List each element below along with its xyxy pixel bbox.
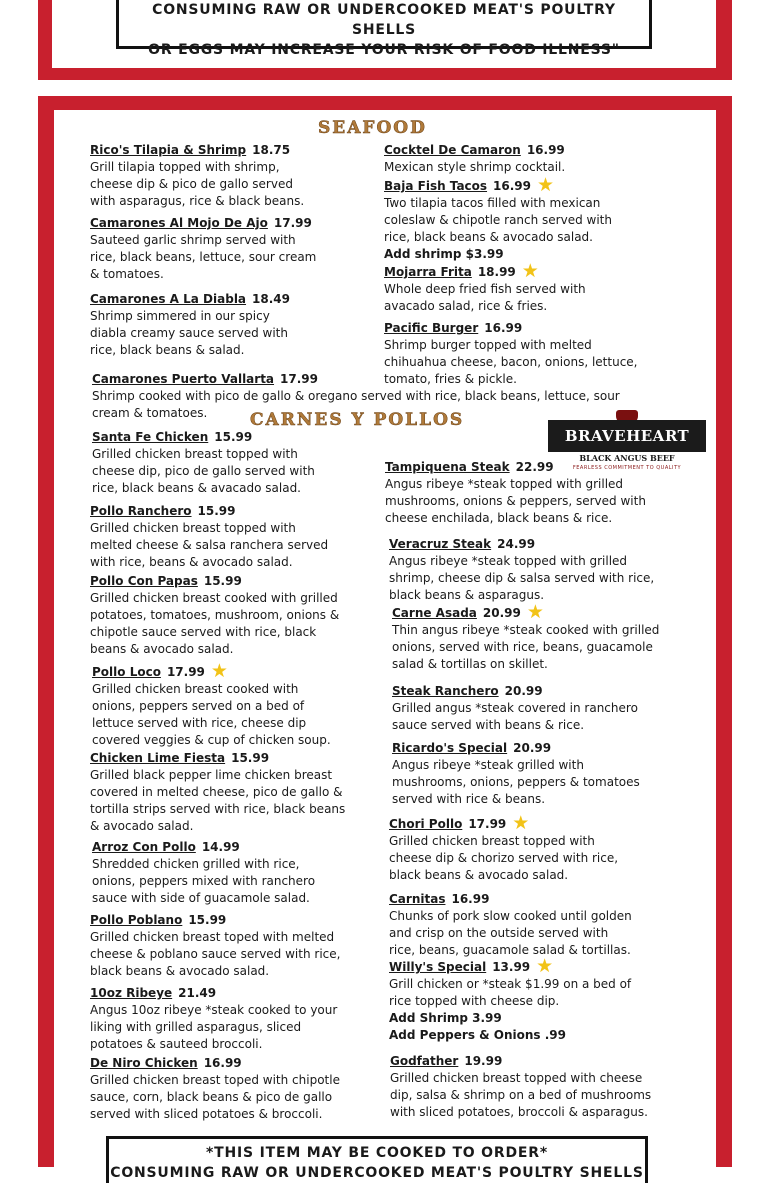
item-name: Camarones Al Mojo De Ajo	[90, 216, 268, 230]
item-desc-line: rice, beans, guacamole salad & tortillas.	[389, 943, 631, 957]
item-desc-line: served with sliced potatoes & broccoli.	[90, 1107, 323, 1121]
item-desc-line: onions, served with rice, beans, guacamole	[392, 640, 653, 654]
item-name: Steak Ranchero	[392, 684, 499, 698]
item-desc-line: shrimp, cheese dip & salsa served with rice,	[389, 571, 655, 585]
item-price: 17.99	[166, 665, 205, 679]
item-name: Baja Fish Tacos	[384, 179, 488, 193]
item-desc-line: cheese dip & pico de gallo served	[90, 177, 293, 191]
item-desc-line: liking with grilled asparagus, sliced	[90, 1020, 302, 1034]
star-icon: ★	[536, 955, 554, 977]
item-desc-line: diabla creamy sauce served with	[90, 326, 288, 340]
item-name: Carnitas	[389, 892, 446, 906]
item-desc-line: cheese enchilada, black beans & rice.	[385, 511, 613, 525]
item-price: 15.99	[214, 430, 253, 444]
item-desc-line: cream & tomatoes.	[92, 406, 208, 420]
item-price: 16.99	[526, 143, 565, 157]
item-desc-line: & tomatoes.	[90, 267, 164, 281]
menu-item	[90, 215, 375, 283]
item-name: Pollo Ranchero	[90, 504, 192, 518]
menu-item	[384, 260, 704, 315]
logo-tagline: FEARLESS COMMITMENT TO QUALITY	[572, 465, 682, 471]
item-desc-line: avacado salad, rice & fries.	[384, 299, 548, 313]
item-name: Camarones A La Diabla	[90, 292, 247, 306]
item-desc-line: lettuce served with rice, cheese dip	[92, 716, 307, 730]
item-desc-line: rice, black beans, lettuce, sour cream	[90, 250, 317, 264]
item-extra-line: Add Peppers & Onions .99	[389, 1028, 566, 1042]
logo-subtitle: BLACK ANGUS BEEF	[579, 453, 675, 463]
item-desc-line: Shredded chicken grilled with rice,	[92, 857, 300, 871]
item-desc-line: mushrooms, onions & peppers, served with	[385, 494, 646, 508]
item-desc-line: chipotle sauce served with rice, black	[90, 625, 317, 639]
menu-item	[389, 812, 709, 884]
item-desc-line: rice, black beans & avocado salad.	[384, 230, 593, 244]
item-desc-line: Shrimp cooked with pico de gallo & oregano served with rice, black beans, lettuce, sour	[92, 389, 620, 403]
top-warning-box	[116, 0, 652, 58]
menu-item	[92, 660, 377, 749]
bottom-warning-line-1: *THIS ITEM MAY BE COOKED TO ORDER*	[206, 1145, 548, 1161]
item-name: Godfather	[390, 1054, 459, 1068]
item-desc-line: dip, salsa & shrimp on a bed of mushrooms	[390, 1088, 652, 1102]
item-name: 10oz Ribeye	[90, 986, 173, 1000]
item-name: Ricardo's Special	[392, 741, 508, 755]
item-desc-line: sauce with side of guacamole salad.	[92, 891, 310, 905]
item-price: 14.99	[201, 840, 240, 854]
bottom-warning-box	[106, 1136, 648, 1183]
menu-item	[92, 429, 372, 497]
item-desc-line: Grilled chicken breast topped with	[389, 834, 595, 848]
item-price: 16.99	[203, 1056, 242, 1070]
item-name: Pacific Burger	[384, 321, 479, 335]
menu-item	[385, 459, 705, 527]
item-desc-line: tomato, fries & pickle.	[384, 372, 517, 386]
item-desc-line: Grill tilapia topped with shrimp,	[90, 160, 280, 174]
item-desc-line: Grilled chicken breast topped with cheese	[390, 1071, 643, 1085]
item-desc-line: served with rice & beans.	[392, 792, 546, 806]
item-desc-line: with sliced potatoes, broccoli & asparagus.	[390, 1105, 648, 1119]
menu-item	[389, 955, 709, 1044]
item-price: 17.99	[468, 817, 507, 831]
item-desc-line: melted cheese & salsa ranchera served	[90, 538, 329, 552]
item-name: Tampiquena Steak	[385, 460, 510, 474]
item-desc-line: Angus ribeye *steak topped with grilled	[385, 477, 624, 491]
braveheart-logo	[548, 410, 706, 471]
item-desc-line: and crisp on the outside served with	[389, 926, 609, 940]
item-desc-line: Angus ribeye *steak topped with grilled	[389, 554, 628, 568]
item-desc-line: coleslaw & chipotle ranch served with	[384, 213, 612, 227]
item-desc-line: potatoes & sauteed broccoli.	[90, 1037, 263, 1051]
item-desc-line: sauce, corn, black beans & pico de gallo	[90, 1090, 333, 1104]
item-price: 21.49	[178, 986, 217, 1000]
menu-item	[392, 740, 712, 808]
item-desc-line: Angus 10oz ribeye *steak cooked to your	[90, 1003, 338, 1017]
menu-item	[90, 503, 375, 571]
item-desc-line: Grilled chicken breast cooked with grilled	[90, 591, 338, 605]
item-price: 18.49	[252, 292, 290, 306]
item-desc-line: Shrimp burger topped with melted	[384, 338, 592, 352]
item-desc-line: black beans & avocado salad.	[389, 868, 569, 882]
item-desc-line: Grill chicken or *steak $1.99 on a bed of	[389, 977, 632, 991]
item-name: Chori Pollo	[389, 817, 463, 831]
item-desc-line: covered veggies & cup of chicken soup.	[92, 733, 331, 747]
item-name: Pollo Con Papas	[90, 574, 198, 588]
item-desc-line: chihuahua cheese, bacon, onions, lettuce,	[384, 355, 638, 369]
item-desc-line: Grilled black pepper lime chicken breast	[90, 768, 333, 782]
item-name: Cocktel De Camaron	[384, 143, 521, 157]
item-desc-line: cheese dip & chorizo served with rice,	[389, 851, 619, 865]
item-price: 24.99	[497, 537, 536, 551]
logo-brand: BRAVEHEART	[548, 420, 706, 452]
item-price: 20.99	[482, 606, 521, 620]
item-desc-line: Thin angus ribeye *steak cooked with grilled	[392, 623, 660, 637]
item-desc-line: with rice, beans & avocado salad.	[90, 555, 293, 569]
menu-item	[390, 1053, 710, 1121]
item-price: 15.99	[231, 751, 270, 765]
menu-item	[90, 142, 375, 210]
star-icon: ★	[521, 260, 539, 282]
menu-item	[389, 536, 709, 604]
item-name: Rico's Tilapia & Shrimp	[90, 143, 247, 157]
star-icon: ★	[537, 174, 555, 196]
menu-item	[384, 142, 704, 176]
item-desc-line: onions, peppers mixed with ranchero	[92, 874, 316, 888]
item-desc-line: Chunks of pork slow cooked until golden	[389, 909, 632, 923]
item-desc-line: Mexican style shrimp cocktail.	[384, 160, 566, 174]
item-name: Camarones Puerto Vallarta	[92, 372, 275, 386]
menu-item	[90, 573, 375, 658]
seafood-title: SEAFOOD	[318, 118, 427, 138]
item-desc-line: Shrimp simmered in our spicy	[90, 309, 270, 323]
item-price: 16.99	[451, 892, 490, 906]
menu-item	[389, 891, 709, 959]
bottom-warning-line-2: CONSUMING RAW OR UNDERCOOKED MEAT'S POULTRY SHELLS	[110, 1165, 644, 1181]
star-icon: ★	[526, 601, 544, 623]
item-desc-line: tortilla strips served with rice, black beans	[90, 802, 346, 816]
item-desc-line: Grilled chicken breast topped with	[92, 447, 298, 461]
item-name: Pollo Poblano	[90, 913, 183, 927]
carnes-title: CARNES Y POLLOS	[250, 410, 465, 430]
item-desc-line: Grilled chicken breast toped with melted	[90, 930, 335, 944]
item-price: 20.99	[513, 741, 552, 755]
item-desc-line: cheese & poblano sauce served with rice,	[90, 947, 341, 961]
item-name: Arroz Con Pollo	[92, 840, 196, 854]
star-icon: ★	[210, 660, 228, 682]
item-desc-line: onions, peppers served on a bed of	[92, 699, 305, 713]
item-price: 18.75	[252, 143, 291, 157]
item-price: 19.99	[464, 1054, 503, 1068]
menu-item	[90, 291, 375, 359]
item-desc-line: rice, black beans & avacado salad.	[92, 481, 301, 495]
item-name: Carne Asada	[392, 606, 477, 620]
item-price: 20.99	[504, 684, 543, 698]
top-warning-line-1: CONSUMING RAW OR UNDERCOOKED MEAT'S POULTRY SHELLS	[152, 2, 616, 38]
item-extra-line: Add Shrimp 3.99	[389, 1011, 502, 1025]
menu-item	[90, 985, 375, 1053]
menu-item	[384, 174, 704, 263]
menu-item	[392, 683, 712, 734]
item-name: De Niro Chicken	[90, 1056, 198, 1070]
menu-item	[90, 1055, 375, 1123]
item-desc-line: Two tilapia tacos filled with mexican	[384, 196, 601, 210]
item-name: Mojarra Frita	[384, 265, 472, 279]
item-desc-line: black beans & asparagus.	[389, 588, 545, 602]
item-desc-line: Angus ribeye *steak grilled with	[392, 758, 584, 772]
menu-item	[90, 750, 380, 835]
item-name: Santa Fe Chicken	[92, 430, 209, 444]
item-desc-line: Sauteed garlic shrimp served with	[90, 233, 296, 247]
menu-item	[90, 912, 375, 980]
item-desc-line: covered in melted cheese, pico de gallo &	[90, 785, 343, 799]
item-desc-line: & avocado salad.	[90, 819, 194, 833]
item-desc-line: Whole deep fried fish served with	[384, 282, 586, 296]
item-name: Chicken Lime Fiesta	[90, 751, 226, 765]
item-desc-line: black beans & avocado salad.	[90, 964, 270, 978]
item-price: 13.99	[492, 960, 531, 974]
item-price: 18.99	[477, 265, 516, 279]
item-extra-line: Add shrimp $3.99	[384, 247, 504, 261]
top-warning-line-2: OR EGGS MAY INCREASE YOUR RISK OF FOOD ILLNESS"	[148, 42, 620, 58]
star-icon: ★	[512, 812, 530, 834]
item-price: 16.99	[493, 179, 532, 193]
menu-item	[92, 839, 372, 907]
item-desc-line: sauce served with beans & rice.	[392, 718, 585, 732]
item-price: 17.99	[273, 216, 312, 230]
item-price: 16.99	[484, 321, 523, 335]
item-desc-line: Grilled chicken breast cooked with	[92, 682, 299, 696]
item-name: Pollo Loco	[92, 665, 161, 679]
item-name: Veracruz Steak	[389, 537, 492, 551]
item-price: 15.99	[203, 574, 242, 588]
item-desc-line: rice topped with cheese dip.	[389, 994, 560, 1008]
item-desc-line: with asparagus, rice & black beans.	[90, 194, 305, 208]
item-price: 17.99	[280, 372, 318, 386]
item-desc-line: rice, black beans & salad.	[90, 343, 245, 357]
item-desc-line: potatoes, tomatoes, mushroom, onions &	[90, 608, 340, 622]
item-price: 22.99	[515, 460, 554, 474]
item-desc-line: Grilled chicken breast toped with chipotle	[90, 1073, 340, 1087]
menu-item	[392, 601, 712, 673]
item-desc-line: salad & tortillas on skillet.	[392, 657, 548, 671]
item-desc-line: Grilled angus *steak covered in ranchero	[392, 701, 638, 715]
item-price: 15.99	[197, 504, 236, 518]
item-desc-line: beans & avocado salad.	[90, 642, 234, 656]
item-name: Willy's Special	[389, 960, 487, 974]
item-desc-line: Grilled chicken breast topped with	[90, 521, 296, 535]
item-desc-line: cheese dip, pico de gallo served with	[92, 464, 315, 478]
item-price: 15.99	[188, 913, 227, 927]
item-desc-line: mushrooms, onions, peppers & tomatoes	[392, 775, 640, 789]
